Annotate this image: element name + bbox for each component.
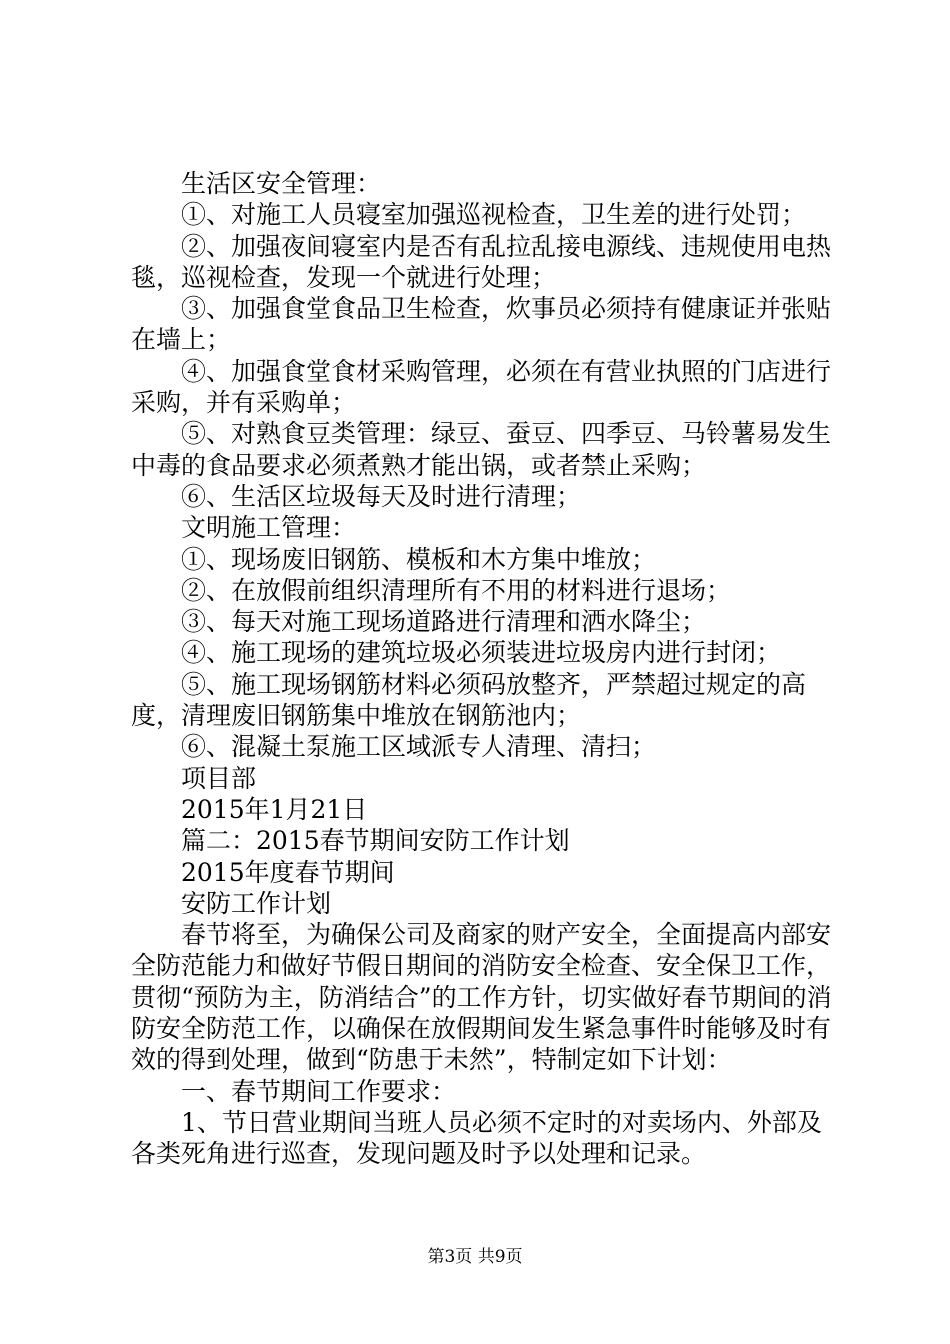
paragraph: ⑤、施工现场钢筋材料必须码放整齐，严禁超过规定的高度，清理废旧钢筋集中堆放在钢筋池内；: [131, 669, 807, 731]
paragraph: ⑥、混凝土泵施工区域派专人清理、清扫；: [181, 732, 657, 762]
paragraph: ③、每天对施工现场道路进行清理和洒水降尘；: [181, 607, 707, 637]
document-title-line2: 安防工作计划: [181, 888, 332, 918]
paragraph: 春节将至，为确保公司及商家的财产安全，全面提高内部安全防范能力和做好节假日期间的消防安全检查、安全保卫工作，贯彻“预防为主，防消结合”的工作方针，切实做好春节期间的消防安全防范工作，以确保在放假期间发生紧急事件时能够及时有效的得到处理，做到“防患于未然”，特制定如下计划：: [131, 920, 832, 1075]
signature-dept: 项目部: [181, 763, 257, 793]
document-title-line1: 2015年度春节期间: [181, 857, 395, 887]
paragraph: ⑥、生活区垃圾每天及时进行清理；: [181, 481, 582, 511]
paragraph: ④、加强食堂食材采购管理，必须在有营业执照的门店进行采购，并有采购单；: [131, 356, 832, 418]
signature-date: 2015年1月21日: [181, 794, 368, 824]
paragraph: ②、在放假前组织清理所有不用的材料进行退场；: [181, 575, 732, 605]
document-body: [131, 168, 837, 1170]
paragraph: ⑤、对熟食豆类管理：绿豆、蚕豆、四季豆、马铃薯易发生中毒的食品要求必须煮熟才能出锅，或者禁止采购；: [131, 419, 832, 480]
section-heading: 文明施工管理：: [181, 513, 357, 543]
paragraph: ③、加强食堂食品卫生检查，炊事员必须持有健康证并张贴在墙上；: [131, 294, 832, 355]
section-heading: 一、春节期间工作要求：: [181, 1076, 457, 1106]
paragraph: ①、对施工人员寝室加强巡视检查，卫生差的进行处罚；: [181, 200, 807, 230]
paragraph: ④、施工现场的建筑垃圾必须装进垃圾房内进行封闭；: [181, 638, 782, 668]
paragraph: ①、现场废旧钢筋、模板和木方集中堆放；: [181, 544, 657, 574]
page-footer: 第3页 共9页: [427, 1247, 523, 1267]
paragraph: 1、节日营业期间当班人员必须不定时的对卖场内、外部及各类死角进行巡查，发现问题及时予以处理和记录。: [131, 1107, 822, 1169]
chapter-title: 篇二：2015春节期间安防工作计划: [181, 826, 570, 856]
paragraph: 生活区安全管理：: [181, 169, 382, 198]
paragraph: ②、加强夜间寝室内是否有乱拉乱接电源线、违规使用电热毯，巡视检查，发现一个就进行处理；: [131, 231, 832, 292]
